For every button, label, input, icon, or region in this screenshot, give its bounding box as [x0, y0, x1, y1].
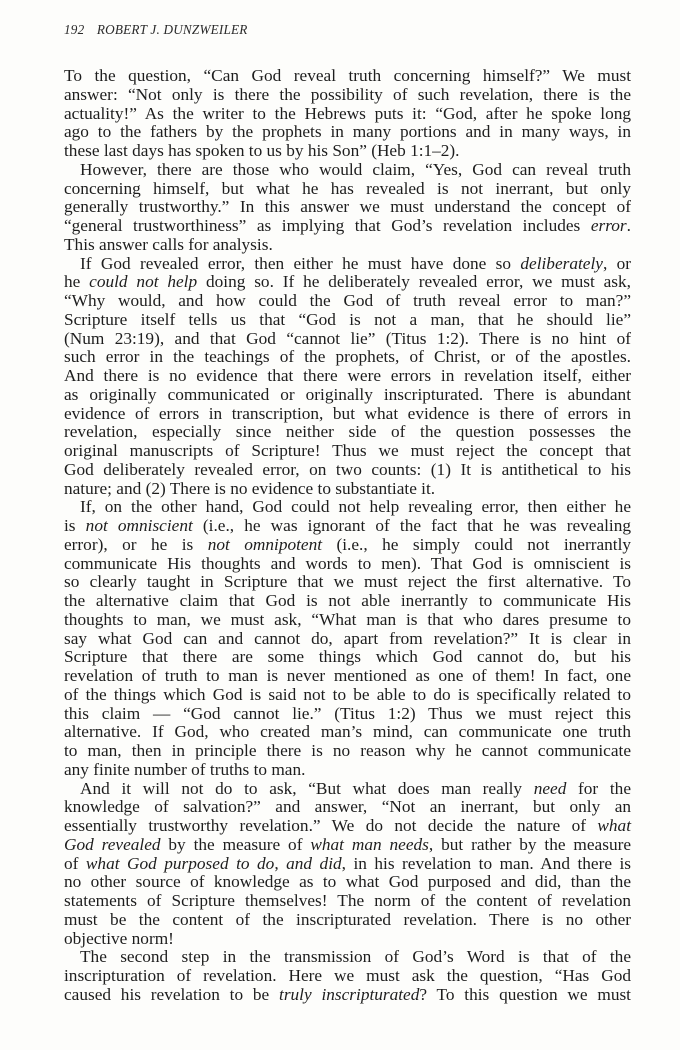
text-line	[64, 442, 631, 461]
text-line	[64, 255, 631, 274]
text-span: any finite number of truths to man.	[64, 759, 306, 779]
text-span: , in his revelation to man. And there is	[341, 853, 632, 873]
text-line	[64, 67, 631, 86]
text-span: objective norm!	[64, 928, 174, 948]
text-span: by the measure of	[160, 834, 311, 854]
text-line	[64, 105, 631, 124]
text-span: caused his revelation to be	[64, 984, 280, 1004]
text-span: knowledge of salvation?” and answer, “Not an inerrant, but only an	[64, 797, 631, 817]
italic-text: what man needs	[310, 834, 429, 854]
text-line	[64, 180, 631, 199]
text-line	[64, 461, 631, 480]
text-span: , or	[602, 253, 631, 273]
text-span: say what God can and cannot do, apart from revelation?” It is clear in	[64, 628, 631, 648]
text-line	[64, 911, 631, 930]
text-line	[64, 536, 631, 555]
text-span: to man, then in principle there is no reason why he cannot communicate	[64, 741, 631, 760]
italic-text: what God purposed to do	[85, 853, 275, 873]
text-span: the alternative claim that God is not able inerrantly to communicate His	[64, 591, 631, 610]
text-span: “Why would, and how could the God of truth reveal error to man?”	[64, 291, 631, 310]
text-span: essentially trustworthy revelation.” We do not decide the nature of	[64, 816, 598, 835]
text-line	[64, 667, 631, 686]
text-line	[64, 967, 631, 986]
text-span: is	[64, 516, 86, 535]
text-line	[64, 423, 631, 442]
text-span: (Num 23:19), and that God “cannot lie” (Titus 1:2). There is no hint of	[64, 328, 631, 348]
text-span: statements of Scripture themselves! The norm of the content of revelation	[64, 891, 631, 910]
page-number: 192	[64, 22, 85, 37]
italic-text: not omniscient	[85, 516, 193, 535]
text-span: Scripture itself tells us that “God is not a man, that he should lie”	[64, 309, 631, 329]
text-span: evidence of errors in transcription, but what evidence is there of errors in	[64, 403, 631, 423]
text-line	[64, 405, 631, 424]
text-span: , but rather by the measure	[428, 834, 632, 854]
text-span: .	[626, 216, 631, 235]
text-span: And there is no evidence that there were errors in revelation itself, either	[64, 366, 631, 385]
text-span: And it will not do to ask, “But what does man really	[80, 778, 534, 798]
text-span: ago to the fathers by the prophets in many portions and in many ways, in	[64, 122, 631, 142]
text-span: such error in the teachings of the prophets, of Christ, or of the apostles.	[64, 347, 631, 367]
text-span: he	[64, 272, 90, 292]
text-line	[64, 292, 631, 311]
text-line	[64, 836, 631, 855]
text-line	[64, 198, 631, 217]
text-span: The second step in the transmission of God’s Word is that of the	[80, 947, 631, 967]
text-span: original manuscripts of Scripture! Thus we must reject the concept that	[64, 441, 631, 460]
text-span: ,	[274, 853, 287, 873]
text-line	[64, 236, 631, 255]
text-span: God deliberately revealed error, on two counts: (1) It is antithetical to his	[64, 459, 631, 479]
text-line	[64, 855, 631, 874]
author-name: ROBERT J. DUNZWEILER	[96, 22, 248, 37]
text-span: must be the content of the inscripturated revelation. There is no other	[64, 909, 631, 929]
text-span: inscripturation of revelation. Here we must ask the question, “Has God	[64, 966, 631, 985]
text-line	[64, 161, 631, 180]
text-span: thoughts to man, we must ask, “What man is that who dares presume to	[64, 609, 631, 629]
italic-text: not omnipotent	[207, 534, 323, 554]
text-line	[64, 948, 631, 967]
text-span: answer: “Not only is there the possibility of such revelation, there is the	[64, 84, 631, 104]
italic-text: and did	[286, 853, 342, 873]
text-span: revelation, especially since neither side of the question possesses the	[64, 422, 631, 442]
text-line	[64, 573, 631, 592]
text-span: of the things which God is said not to be able to do is specifically related to	[64, 684, 631, 704]
text-line	[64, 798, 631, 817]
text-line	[64, 273, 631, 292]
text-line	[64, 367, 631, 386]
text-line	[64, 705, 631, 724]
text-span: If, on the other hand, God could not help revealing error, then either he	[80, 497, 631, 517]
text-span: Scripture that there are some things which God cannot do, but his	[64, 647, 631, 667]
italic-text: error	[590, 216, 627, 235]
italic-text: what	[597, 816, 631, 835]
text-span: However, there are those who would claim, “Yes, God can reveal truth	[80, 159, 631, 179]
text-line	[64, 517, 631, 536]
text-span: alternative. If God, who created man’s mind, can communicate one truth	[64, 722, 631, 742]
text-span: no other source of knowledge as to what God purposed and did, than the	[64, 872, 631, 892]
text-line	[64, 555, 631, 574]
text-line	[64, 630, 631, 649]
italic-text: could not help	[89, 272, 198, 292]
text-span: for the	[566, 778, 631, 798]
italic-text: truly inscripturated	[279, 984, 420, 1004]
italic-text: need	[533, 778, 567, 798]
text-line	[64, 480, 631, 499]
text-span: as originally communicated or originally inscripturated. There is abundant	[64, 384, 631, 404]
running-header	[64, 22, 248, 38]
text-span: communicate His thoughts and words to men). That God is omniscient is	[64, 553, 631, 573]
text-line	[64, 648, 631, 667]
text-line	[64, 217, 631, 236]
text-line	[64, 873, 631, 892]
text-line	[64, 723, 631, 742]
text-line	[64, 348, 631, 367]
text-span: ? To this question we must	[419, 984, 631, 1004]
text-span: (i.e., he simply could not inerrantly	[322, 534, 632, 554]
body-text	[64, 67, 631, 1005]
text-line	[64, 761, 631, 780]
text-line	[64, 986, 631, 1005]
text-line	[64, 86, 631, 105]
text-span: so clearly taught in Scripture that we must reject the first alternative. To	[64, 572, 631, 592]
text-span: concerning himself, but what he has revealed is not inerrant, but only	[64, 178, 631, 198]
text-span: “general trustworthiness” as implying that God’s revelation includes	[64, 216, 591, 235]
text-span: This answer calls for analysis.	[64, 234, 273, 254]
text-span: this claim — “God cannot lie.” (Titus 1:2) Thus we must reject this	[64, 703, 631, 723]
text-span: these last days has spoken to us by his Son” (Heb 1:1–2).	[64, 141, 460, 160]
text-span: doing so. If he deliberately revealed error, we must ask,	[197, 272, 631, 292]
text-line	[64, 742, 631, 761]
text-line	[64, 780, 631, 799]
italic-text: God revealed	[64, 834, 161, 854]
text-line	[64, 892, 631, 911]
text-line	[64, 592, 631, 611]
text-line	[64, 386, 631, 405]
text-line	[64, 930, 631, 949]
text-line	[64, 611, 631, 630]
text-line	[64, 330, 631, 349]
text-span: If God revealed error, then either he must have done so	[80, 253, 521, 273]
text-span: nature; and (2) There is no evidence to substantiate it.	[64, 478, 436, 498]
text-line	[64, 123, 631, 142]
text-line	[64, 817, 631, 836]
text-line	[64, 311, 631, 330]
text-span: To the question, “Can God reveal truth concerning himself?” We must	[64, 66, 631, 85]
text-span: revelation of truth to man is never mentioned as one of them! In fact, one	[64, 666, 631, 685]
text-line	[64, 686, 631, 705]
text-line	[64, 142, 631, 161]
text-line	[64, 498, 631, 517]
text-span: error), or he is	[64, 534, 208, 554]
italic-text: deliberately	[520, 253, 603, 273]
text-span: generally trustworthy.” In this answer we must understand the concept of	[64, 197, 631, 217]
text-span: of	[64, 853, 86, 873]
text-span: actuality!” As the writer to the Hebrews puts it: “God, after he spoke long	[64, 103, 631, 123]
text-span: (i.e., he was ignorant of the fact that he was revealing	[192, 516, 631, 535]
